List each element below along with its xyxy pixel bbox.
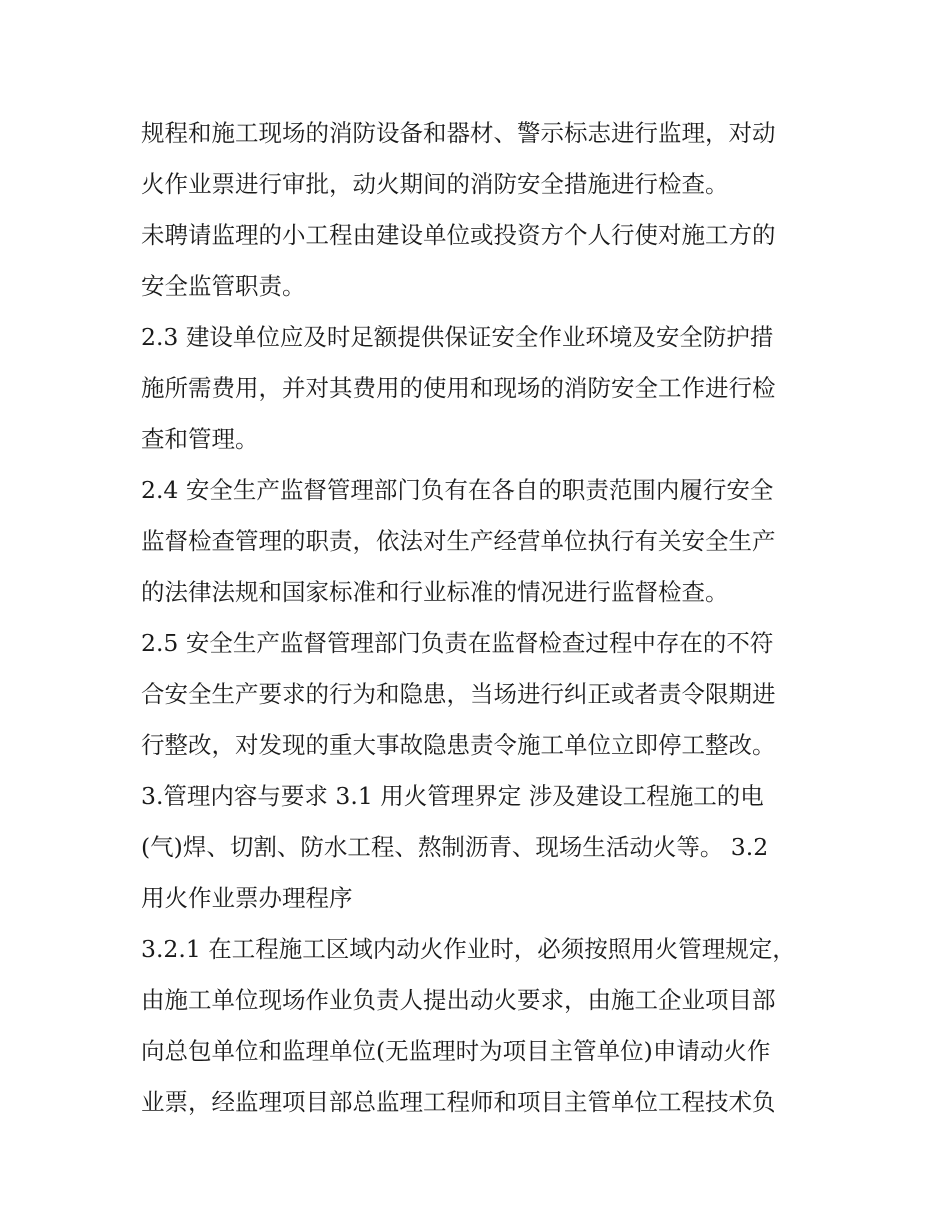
text-line: 火作业票进行审批，动火期间的消防安全措施进行检查。 — [141, 170, 729, 198]
text-line: 规程和施工现场的消防设备和器材、警示标志进行监理，对动 — [141, 119, 776, 147]
text-line: 未聘请监理的小工程由建设单位或投资方个人行使对施工方的 — [141, 221, 776, 249]
text-line: 合安全生产要求的行为和隐患，当场进行纠正或者责令限期进 — [141, 680, 776, 708]
text-line: 查和管理。 — [141, 425, 259, 453]
text-line: 2.5 安全生产监督管理部门负责在监督检查过程中存在的不符 — [141, 629, 774, 657]
text-line: 3.管理内容与要求 3.1 用火管理界定 涉及建设工程施工的电 — [141, 782, 764, 810]
text-line: 向总包单位和监理单位(无监理时为项目主管单位)申请动火作 — [141, 1037, 771, 1065]
text-line: 监督检查管理的职责，依法对生产经营单位执行有关安全生产 — [141, 527, 776, 555]
text-line: 业票，经监理项目部总监理工程师和项目主管单位工程技术负 — [141, 1088, 776, 1116]
document-body — [141, 108, 821, 1128]
text-line: 2.3 建设单位应及时足额提供保证安全作业环境及安全防护措 — [141, 323, 774, 351]
text-line: (气)焊、切割、防水工程、熬制沥青、现场生活动火等。 3.2 — [141, 833, 769, 861]
text-line: 3.2.1 在工程施工区域内动火作业时，必须按照用火管理规定， — [141, 935, 796, 963]
text-line: 2.4 安全生产监督管理部门负有在各自的职责范围内履行安全 — [141, 476, 774, 504]
text-line: 安全监管职责。 — [141, 272, 306, 300]
text-line: 施所需费用，并对其费用的使用和现场的消防安全工作进行检 — [141, 374, 776, 402]
text-line: 用火作业票办理程序 — [141, 884, 353, 912]
text-line: 由施工单位现场作业负责人提出动火要求，由施工企业项目部 — [141, 986, 776, 1014]
text-line: 的法律法规和国家标准和行业标准的情况进行监督检查。 — [141, 578, 729, 606]
text-line: 行整改，对发现的重大事故隐患责令施工单位立即停工整改。 — [141, 731, 776, 759]
